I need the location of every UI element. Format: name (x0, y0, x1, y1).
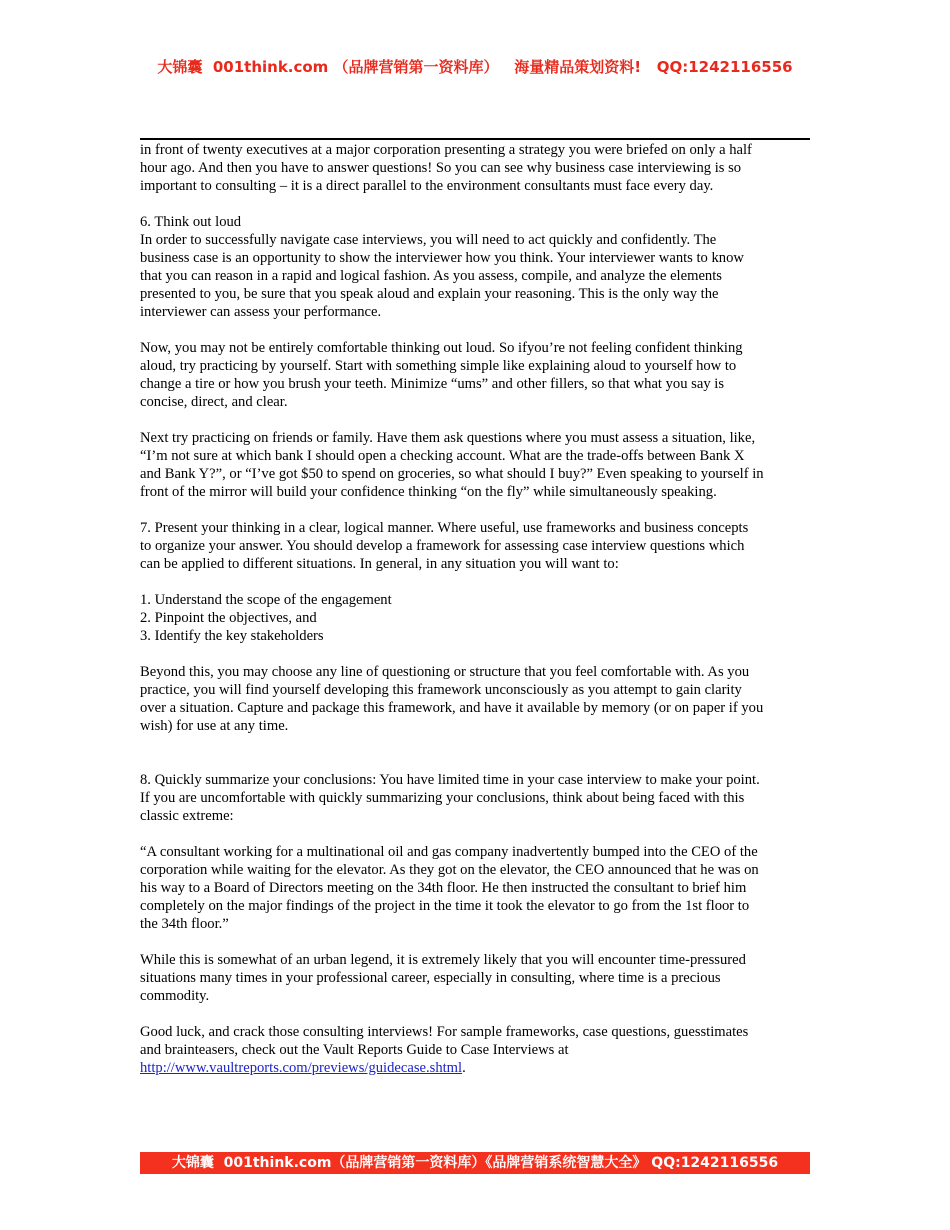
paragraph-beyond-framework: Beyond this, you may choose any line of questioning or structure that you feel comfortable with. As you practice, you will find yourself developing this framework unconsciously as you attempt to gain clarity over a situation. Capture and package this framework, and have it available by memory (or on paper if you wish) for use at any time. (140, 664, 764, 734)
paragraph-closing (140, 1023, 812, 1077)
paragraph-comfort-thinking-aloud: Now, you may not be entirely comfortable thinking out loud. So ifyou’re not feeling confident thinking aloud, try practicing by yourself. Start with something simple like explaining aloud to yourself how to change a tire or how you brush your teeth. Minimize “ums” and other fillers, so that what you say is concise, direct, and clear. (140, 340, 743, 410)
page-footer-banner: 大锦囊 001think.com（品牌营销第一资料库）《品牌营销系统智慧大全》 QQ:1242116556 (140, 1152, 810, 1174)
closing-period: . (462, 1060, 466, 1076)
page-header-banner: 大锦囊 001think.com （品牌营销第一资料库） 海量精品策划资料! QQ:1242116556 (157, 58, 793, 76)
document-body (140, 141, 812, 1077)
closing-text: Good luck, and crack those consulting interviews! For sample frameworks, case questions, guesstimates and brainteasers, check out the Vault Reports Guide to Case Interviews at (140, 1024, 749, 1058)
framework-list: 1. Understand the scope of the engagement 2. Pinpoint the objectives, and 3. Identify the key stakeholders (140, 592, 392, 644)
paragraph-practice-friends: Next try practicing on friends or family. Have them ask questions where you must assess a situation, like, “I’m not sure at which bank I should open a checking account. What are the trade-offs between Bank X and Bank Y?”, or “I’ve got $50 to spend on groceries, so what should I buy?” Even speaking to yourself in front of the mirror will build your confidence thinking “on the fly” while simultaneously speaking. (140, 430, 764, 500)
paragraph-summarize-conclusions: 8. Quickly summarize your conclusions: You have limited time in your case interview to make your point. If you are uncomfortable with quickly summarizing your conclusions, think about being faced with this classic extreme: (140, 772, 760, 824)
paragraph-think-out-loud: 6. Think out loud In order to successfully navigate case interviews, you will need to act quickly and confidently. The business case is an opportunity to show the interviewer how you think. Your interviewer wants to know that you can reason in a rapid and logical fashion. As you assess, compile, and analyze the elements presented to you, be sure that you speak aloud and explain your reasoning. This is the only way the interviewer can assess your performance. (140, 214, 744, 320)
paragraph-elevator-quote: “A consultant working for a multinational oil and gas company inadvertently bumped into the CEO of the corporation while waiting for the elevator. As they got on the elevator, the CEO announced that he was on his way to a Board of Directors meeting on the 34th floor. He then instructed the consultant to brief him completely on the major findings of the project in the time it took the elevator to go from the 1st floor to the 34th floor.” (140, 844, 759, 932)
paragraph-intro-continuation: in front of twenty executives at a major corporation presenting a strategy you were briefed on only a half hour ago. And then you have to answer questions! So you can see why business case interviewing is so important to consulting – it is a direct parallel to the environment consultants must face every day. (140, 142, 752, 194)
paragraph-present-thinking: 7. Present your thinking in a clear, logical manner. Where useful, use frameworks and business concepts to organize your answer. You should develop a framework for assessing case interview questions which can be applied to different situations. In general, in any situation you will want to: (140, 520, 749, 572)
vault-reports-link[interactable]: http://www.vaultreports.com/previews/guidecase.shtml (140, 1060, 463, 1076)
paragraph-urban-legend: While this is somewhat of an urban legend, it is extremely likely that you will encounter time-pressured situations many times in your professional career, especially in consulting, where time is a precious commodity. (140, 952, 746, 1004)
header-divider (140, 138, 810, 140)
